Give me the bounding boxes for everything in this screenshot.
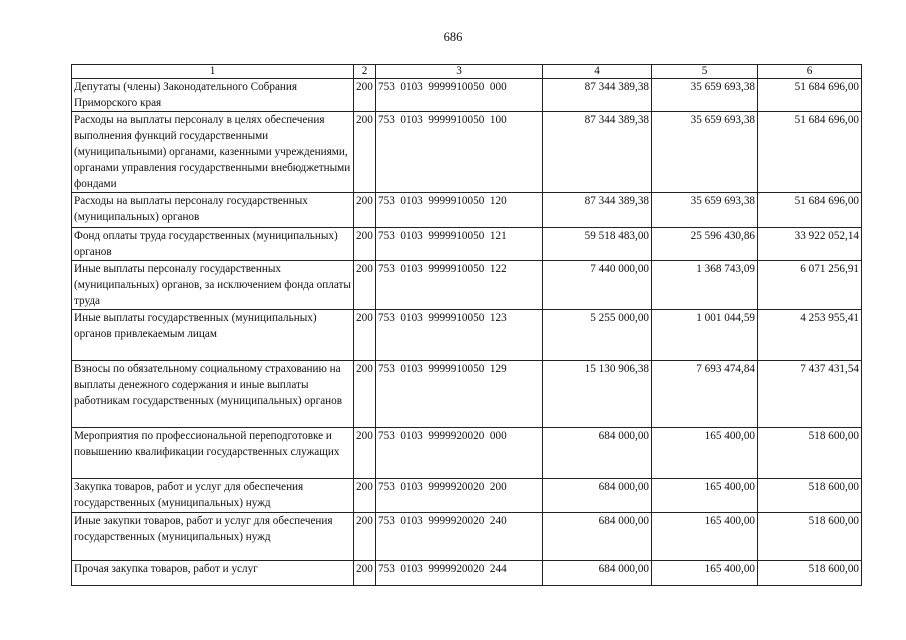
budget-table bbox=[71, 64, 862, 586]
table-row bbox=[72, 79, 862, 112]
row-value-col5: 165 400,00 bbox=[652, 428, 758, 479]
row-name: Мероприятия по профессиональной переподготовке и повышению квалификации государственных служащих bbox=[72, 428, 354, 479]
row-admin-code: 200 bbox=[354, 479, 376, 513]
table-row bbox=[72, 193, 862, 228]
column-header: 3 bbox=[376, 65, 543, 79]
table-row bbox=[72, 561, 862, 586]
table-row bbox=[72, 479, 862, 513]
row-value-col6: 33 922 052,14 bbox=[758, 228, 862, 261]
row-value-col6: 51 684 696,00 bbox=[758, 79, 862, 112]
row-value-col6: 518 600,00 bbox=[758, 513, 862, 561]
row-classification-code: 753 0103 9999910050 129 bbox=[376, 361, 543, 428]
row-admin-code: 200 bbox=[354, 513, 376, 561]
row-value-col4: 87 344 389,38 bbox=[543, 193, 652, 228]
table-row bbox=[72, 228, 862, 261]
row-value-col4: 684 000,00 bbox=[543, 428, 652, 479]
table-row bbox=[72, 112, 862, 193]
row-value-col6: 518 600,00 bbox=[758, 561, 862, 586]
table-row bbox=[72, 428, 862, 479]
row-classification-code: 753 0103 9999920020 000 bbox=[376, 428, 543, 479]
row-value-col5: 7 693 474,84 bbox=[652, 361, 758, 428]
row-value-col4: 684 000,00 bbox=[543, 479, 652, 513]
row-value-col4: 7 440 000,00 bbox=[543, 261, 652, 310]
page-number: 686 bbox=[443, 30, 463, 44]
row-classification-code: 753 0103 9999910050 120 bbox=[376, 193, 543, 228]
row-admin-code: 200 bbox=[354, 361, 376, 428]
row-value-col4: 5 255 000,00 bbox=[543, 310, 652, 361]
row-name: Взносы по обязательному социальному страхованию на выплаты денежного содержания и иные выплаты работникам государственных (муниципальных) органов bbox=[72, 361, 354, 428]
row-value-col5: 25 596 430,86 bbox=[652, 228, 758, 261]
row-admin-code: 200 bbox=[354, 561, 376, 586]
row-name: Расходы на выплаты персоналу в целях обеспечения выполнения функций государственными (муниципальными) органами, казенными учреждениями, органами управления государственными внебюджетными фондами bbox=[72, 112, 354, 193]
row-value-col6: 6 071 256,91 bbox=[758, 261, 862, 310]
table-row bbox=[72, 513, 862, 561]
row-classification-code: 753 0103 9999920020 200 bbox=[376, 479, 543, 513]
row-name: Расходы на выплаты персоналу государственных (муниципальных) органов bbox=[72, 193, 354, 228]
row-admin-code: 200 bbox=[354, 428, 376, 479]
row-classification-code: 753 0103 9999920020 240 bbox=[376, 513, 543, 561]
row-value-col5: 165 400,00 bbox=[652, 479, 758, 513]
row-classification-code: 753 0103 9999910050 122 bbox=[376, 261, 543, 310]
row-value-col4: 59 518 483,00 bbox=[543, 228, 652, 261]
row-name: Фонд оплаты труда государственных (муниципальных) органов bbox=[72, 228, 354, 261]
row-admin-code: 200 bbox=[354, 310, 376, 361]
column-header: 6 bbox=[758, 65, 862, 79]
row-value-col5: 35 659 693,38 bbox=[652, 79, 758, 112]
column-header: 1 bbox=[72, 65, 354, 79]
row-classification-code: 753 0103 9999910050 121 bbox=[376, 228, 543, 261]
row-value-col4: 684 000,00 bbox=[543, 513, 652, 561]
row-name: Иные выплаты государственных (муниципальных) органов привлекаемым лицам bbox=[72, 310, 354, 361]
row-value-col5: 35 659 693,38 bbox=[652, 112, 758, 193]
row-value-col5: 1 001 044,59 bbox=[652, 310, 758, 361]
row-classification-code: 753 0103 9999910050 100 bbox=[376, 112, 543, 193]
row-value-col6: 518 600,00 bbox=[758, 428, 862, 479]
row-value-col6: 7 437 431,54 bbox=[758, 361, 862, 428]
row-value-col6: 51 684 696,00 bbox=[758, 193, 862, 228]
row-classification-code: 753 0103 9999910050 123 bbox=[376, 310, 543, 361]
row-classification-code: 753 0103 9999920020 244 bbox=[376, 561, 543, 586]
row-name: Закупка товаров, работ и услуг для обеспечения государственных (муниципальных) нужд bbox=[72, 479, 354, 513]
row-admin-code: 200 bbox=[354, 79, 376, 112]
row-value-col4: 684 000,00 bbox=[543, 561, 652, 586]
row-admin-code: 200 bbox=[354, 228, 376, 261]
row-value-col6: 4 253 955,41 bbox=[758, 310, 862, 361]
row-admin-code: 200 bbox=[354, 193, 376, 228]
table-row bbox=[72, 361, 862, 428]
row-name: Иные закупки товаров, работ и услуг для обеспечения государственных (муниципальных) нужд bbox=[72, 513, 354, 561]
row-name: Иные выплаты персоналу государственных (муниципальных) органов, за исключением фонда оплаты труда bbox=[72, 261, 354, 310]
column-header: 2 bbox=[354, 65, 376, 79]
column-header: 5 bbox=[652, 65, 758, 79]
column-header: 4 bbox=[543, 65, 652, 79]
row-name: Депутаты (члены) Законодательного Собрания Приморского края bbox=[72, 79, 354, 112]
table-row bbox=[72, 261, 862, 310]
row-value-col5: 35 659 693,38 bbox=[652, 193, 758, 228]
row-name: Прочая закупка товаров, работ и услуг bbox=[72, 561, 354, 586]
row-admin-code: 200 bbox=[354, 261, 376, 310]
row-value-col5: 165 400,00 bbox=[652, 513, 758, 561]
row-value-col6: 51 684 696,00 bbox=[758, 112, 862, 193]
row-value-col4: 87 344 389,38 bbox=[543, 79, 652, 112]
column-number-row bbox=[72, 65, 862, 79]
row-value-col5: 1 368 743,09 bbox=[652, 261, 758, 310]
row-value-col5: 165 400,00 bbox=[652, 561, 758, 586]
row-admin-code: 200 bbox=[354, 112, 376, 193]
row-value-col4: 87 344 389,38 bbox=[543, 112, 652, 193]
row-value-col6: 518 600,00 bbox=[758, 479, 862, 513]
row-value-col4: 15 130 906,38 bbox=[543, 361, 652, 428]
row-classification-code: 753 0103 9999910050 000 bbox=[376, 79, 543, 112]
table-row bbox=[72, 310, 862, 361]
